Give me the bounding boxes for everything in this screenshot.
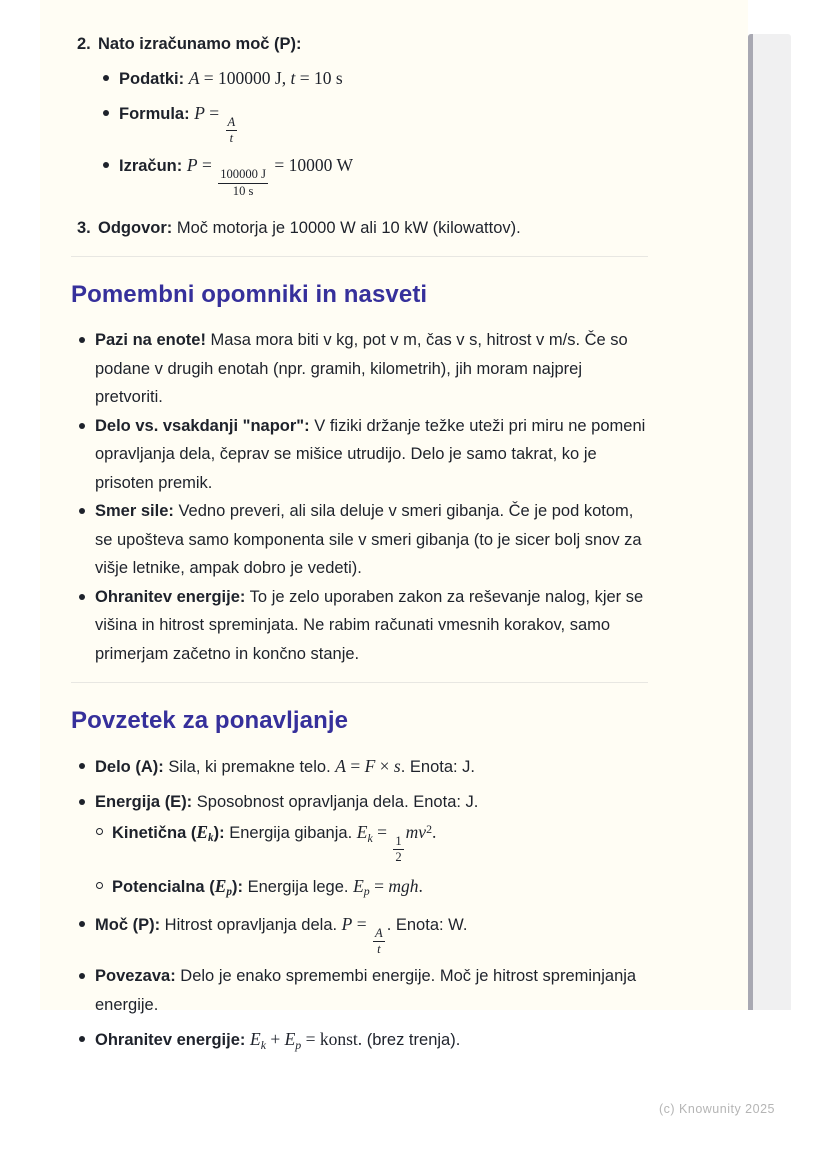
section-heading-summary: Povzetek za ponavljanje bbox=[71, 707, 349, 735]
section-heading-reminders: Pomembni opomniki in nasveti bbox=[71, 281, 428, 309]
divider bbox=[71, 256, 648, 257]
bullet-icon bbox=[79, 1036, 85, 1042]
kinetic-formula: Ek = $\frac{1}{2}$ $mv^2$. bbox=[356, 821, 437, 865]
odgovor-text: Moč motorja je 10000 W ali 10 kW (kilowattov). bbox=[172, 218, 521, 237]
item-label: Moč (P): bbox=[95, 916, 161, 935]
fraction: $\frac{1}{2}$ bbox=[395, 834, 402, 865]
item-label: Ohranitev energije: bbox=[95, 1031, 246, 1050]
list-item-podatki bbox=[98, 64, 648, 94]
circle-bullet-icon bbox=[96, 882, 103, 889]
step-3 bbox=[71, 214, 648, 243]
item-text: Hitrost opravljanja dela. bbox=[160, 916, 342, 935]
podatki-label: Podatki: bbox=[119, 69, 185, 88]
calculation-formula: P = $\frac{100000 J}{10 s}$ = 10000 W bbox=[186, 155, 353, 198]
odgovor-label: Odgovor: bbox=[98, 218, 173, 237]
item-text: To je zelo uporaben zakon za reševanje nalog, kjer se višina in hitrost spreminjata. Ne rabim računati vmesnih korakov, samo primerjam začetno in končno stanje. bbox=[95, 587, 644, 663]
item-tail: . Enota: J. bbox=[400, 758, 476, 777]
izracun-label: Izračun: bbox=[119, 157, 183, 176]
bullet-icon bbox=[103, 75, 109, 81]
bullet-icon bbox=[79, 337, 85, 343]
conservation-formula: Ek + Ep = konst. bbox=[249, 1029, 363, 1052]
fraction: $\frac{100000 J}{10 s}$ bbox=[220, 167, 267, 198]
item-text: Delo je enako spremembi energije. Moč je hitrost spreminjanja energije. bbox=[95, 967, 637, 1014]
energy-sublist bbox=[95, 818, 648, 903]
potential-formula: Ep = mgh. bbox=[353, 875, 423, 898]
list-item-kineticna bbox=[95, 818, 648, 864]
footer-copyright: (c) Knowunity 2025 bbox=[658, 1102, 775, 1116]
item-label: Energija (E): bbox=[95, 792, 193, 811]
bullet-icon bbox=[79, 799, 85, 805]
bullet-icon bbox=[79, 594, 85, 600]
item-label: Povezava: bbox=[95, 967, 176, 986]
item-text: Vedno preveri, ali sila deluje v smeri gibanja. Če je pod kotom, se upošteva samo komponenta sile v smeri gibanja (to je sicer bolj snov za višje letnike, ampak dobro je vedeti). bbox=[95, 502, 642, 578]
step-3-number: 3. bbox=[77, 218, 91, 237]
list-item-ohranitev bbox=[71, 1025, 648, 1056]
podatki-formula: A = 100000 J, t = 10 s bbox=[188, 67, 343, 88]
list-item-formula bbox=[98, 99, 648, 145]
scrollbar-track[interactable] bbox=[748, 34, 791, 1010]
reminders-list bbox=[71, 326, 648, 668]
list-item-delo bbox=[71, 752, 648, 782]
item-text: V fiziki držanje težke uteži pri miru ne pomeni opravljanja dela, čeprav se mišice utrudijo. Delo je samo takrat, ko je prisoten premik. bbox=[95, 416, 646, 492]
item-text: Masa mora biti v kg, pot v m, čas v s, hitrost v m/s. Če so podane v drugih enotah (npr. gramih, kilometrih), jih moram najprej pretvoriti. bbox=[95, 331, 628, 407]
list-item-moc bbox=[71, 910, 648, 956]
item-text: Sila, ki premakne telo. bbox=[163, 758, 336, 777]
bullet-icon bbox=[79, 973, 85, 979]
formula-label: Formula: bbox=[119, 105, 190, 123]
list-item bbox=[71, 326, 648, 412]
list-item bbox=[71, 583, 648, 669]
item-label: Delo vs. vsakdanji "napor": bbox=[95, 416, 310, 435]
list-item bbox=[71, 412, 648, 498]
bullet-icon bbox=[79, 508, 85, 514]
power-formula: P = $\frac{A}{t}$ bbox=[341, 914, 383, 957]
step-2-title: Nato izračunamo moč (P): bbox=[98, 35, 302, 53]
list-item bbox=[71, 497, 648, 583]
item-label: Ohranitev energije: bbox=[95, 587, 246, 606]
work-formula: A = F × s bbox=[335, 756, 401, 777]
fraction: $\frac{A}{t}$ bbox=[375, 926, 383, 957]
item-label: Pazi na enote! bbox=[95, 331, 206, 350]
power-formula: P = $\frac{A}{t}$ bbox=[194, 103, 236, 146]
fraction: $\frac{A}{t}$ bbox=[227, 114, 236, 146]
bullet-icon bbox=[103, 110, 109, 116]
step-2-sublist bbox=[98, 64, 648, 198]
item-text: Sposobnost opravljanja dela. Enota: J. bbox=[192, 792, 479, 811]
item-tail: (brez trenja). bbox=[362, 1031, 461, 1050]
list-item-povezava bbox=[71, 962, 648, 1019]
item-label: Potencialna (Ep): bbox=[112, 875, 243, 898]
item-text: Energija gibanja. bbox=[224, 824, 357, 843]
document-sheet bbox=[40, 0, 748, 1052]
item-label: Kinetična (Ek): bbox=[112, 822, 225, 845]
step-2-number: 2. bbox=[77, 35, 91, 53]
item-label: Smer sile: bbox=[95, 502, 174, 521]
list-item-energija bbox=[71, 788, 648, 903]
summary-list bbox=[71, 752, 648, 1056]
list-item-izracun bbox=[98, 151, 648, 197]
bullet-icon bbox=[79, 921, 85, 927]
divider bbox=[71, 682, 648, 683]
scrollbar-thumb[interactable] bbox=[748, 34, 753, 1010]
bullet-icon bbox=[79, 763, 85, 769]
item-tail: . Enota: W. bbox=[386, 916, 468, 935]
step-2 bbox=[71, 30, 648, 204]
item-text: Energija lege. bbox=[243, 877, 354, 896]
bullet-icon bbox=[79, 423, 85, 429]
item-label: Delo (A): bbox=[95, 758, 164, 777]
circle-bullet-icon bbox=[96, 828, 103, 835]
bullet-icon bbox=[103, 162, 109, 168]
list-item-potencialna bbox=[95, 872, 648, 904]
